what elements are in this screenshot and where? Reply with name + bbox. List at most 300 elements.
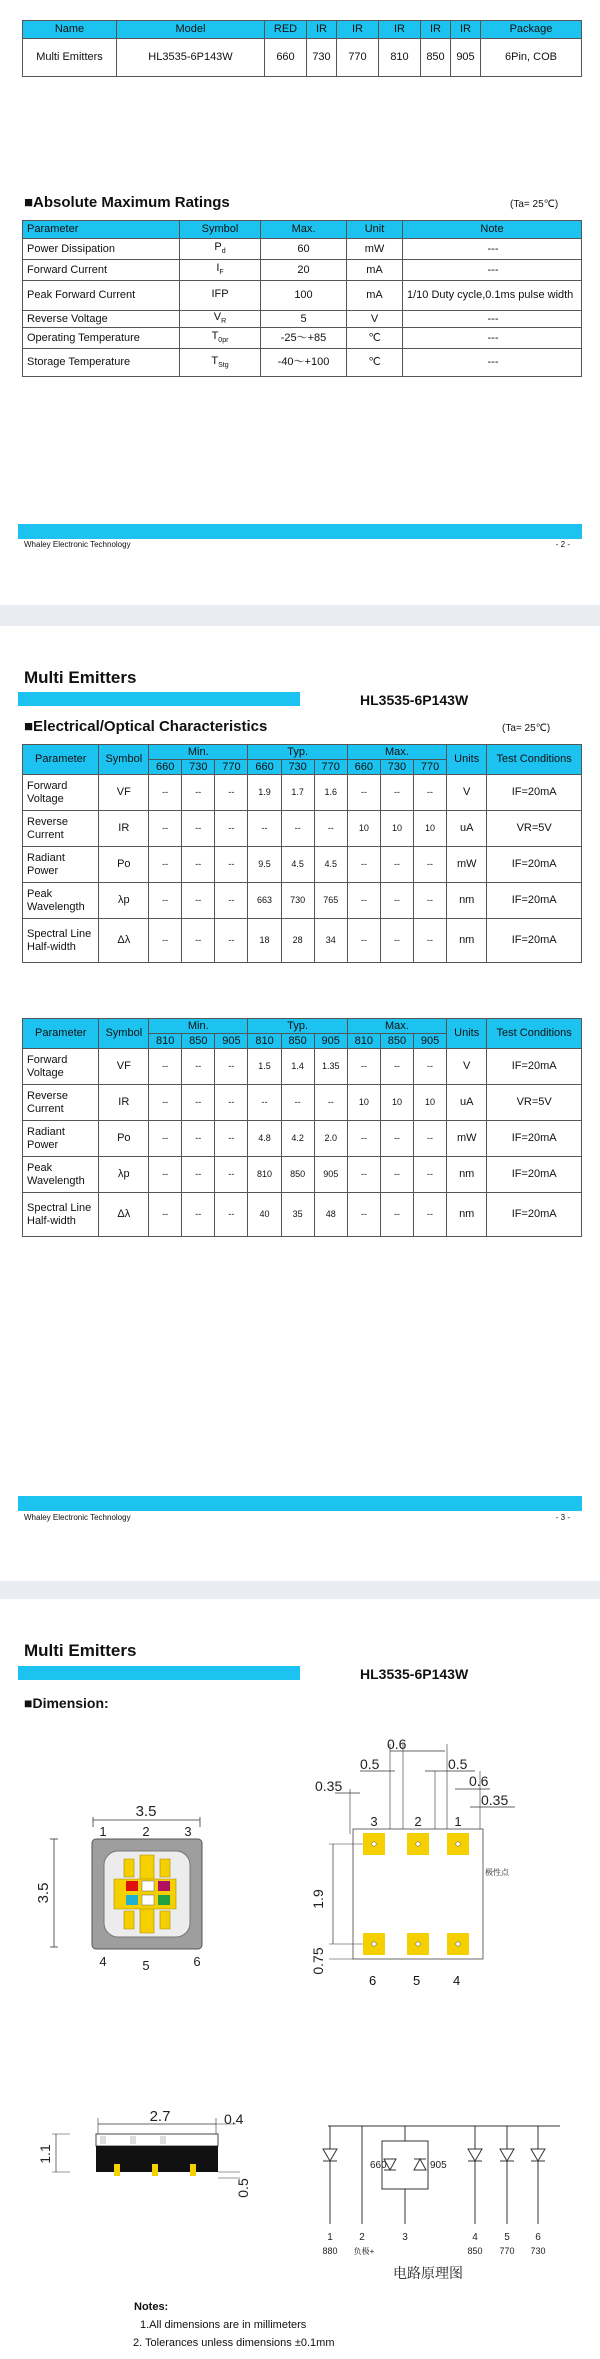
circuit-diagram bbox=[310, 2104, 570, 2284]
eo-max: -- bbox=[414, 919, 447, 963]
symbol-main: I bbox=[216, 262, 220, 275]
eo-cond: VR=5V bbox=[487, 1085, 582, 1121]
pin-label: 1 bbox=[454, 1814, 462, 1829]
eo-typ: 1.6 bbox=[314, 775, 347, 811]
eo-max: 10 bbox=[414, 811, 447, 847]
col-model: Model bbox=[117, 21, 265, 39]
eo-max: -- bbox=[414, 775, 447, 811]
pin-label: 5 bbox=[504, 2232, 510, 2243]
eo-cond: VR=5V bbox=[487, 811, 582, 847]
pin-label: 4 bbox=[453, 1973, 461, 1988]
dim-label: 0.4 bbox=[224, 2111, 244, 2127]
col-red: RED bbox=[265, 21, 307, 39]
amr-param: Forward Current bbox=[23, 260, 180, 281]
col-package: Package bbox=[481, 21, 582, 39]
amr-row bbox=[23, 239, 582, 260]
cell: HL3535-6P143W bbox=[117, 39, 265, 77]
symbol-main: P bbox=[214, 241, 222, 254]
amr-note: --- bbox=[403, 328, 582, 349]
eo-min: -- bbox=[215, 883, 248, 919]
eo-typ: 4.5 bbox=[281, 847, 314, 883]
eo-symbol: λp bbox=[99, 1157, 149, 1193]
cell: 6Pin, COB bbox=[481, 39, 582, 77]
page-number: - 3 - bbox=[555, 1513, 570, 1522]
amr-max: -25～+85 bbox=[261, 328, 347, 349]
page-gap bbox=[0, 605, 600, 626]
symbol-main: V bbox=[213, 311, 222, 324]
diode-label: 905 bbox=[430, 2160, 447, 2171]
pin-label: 6 bbox=[535, 2232, 541, 2243]
h-wavelength: 810 bbox=[149, 1034, 182, 1049]
eo-min: -- bbox=[149, 1157, 182, 1193]
eo-min: -- bbox=[149, 811, 182, 847]
notes-title: Notes: bbox=[134, 2301, 169, 2313]
front-view-drawing bbox=[35, 1799, 250, 1999]
eo-cond: IF=20mA bbox=[487, 1193, 582, 1237]
eo-min: -- bbox=[149, 1085, 182, 1121]
eo-param: Spectral Line Half-width bbox=[23, 919, 99, 963]
eo-max: 10 bbox=[347, 1085, 380, 1121]
page-gap bbox=[0, 1581, 600, 1599]
eo-symbol: IR bbox=[99, 1085, 149, 1121]
eo-typ: 1.35 bbox=[314, 1049, 347, 1085]
dim-width: 3.5 bbox=[135, 1803, 157, 1820]
h-wavelength: 905 bbox=[414, 1034, 447, 1049]
amr-table bbox=[22, 220, 582, 377]
h-max: Max. bbox=[347, 1019, 446, 1034]
cell: Multi Emitters bbox=[23, 39, 117, 77]
amr-max: 5 bbox=[261, 311, 347, 328]
h-test: Test Conditions bbox=[487, 1019, 582, 1049]
eo-max: -- bbox=[347, 883, 380, 919]
h-typ: Typ. bbox=[248, 745, 347, 760]
pin-label: 5 bbox=[413, 1973, 421, 1988]
eo-symbol: Po bbox=[99, 847, 149, 883]
eo-typ: 40 bbox=[248, 1193, 281, 1237]
eo-max: 10 bbox=[414, 1085, 447, 1121]
h-max: Max. bbox=[261, 221, 347, 239]
eo-row bbox=[23, 847, 582, 883]
circuit-caption: 电路原理图 bbox=[393, 2265, 463, 2281]
note-item: 1.All dimensions are in millimeters bbox=[140, 2319, 307, 2331]
eo-typ: 663 bbox=[248, 883, 281, 919]
eo-row bbox=[23, 1157, 582, 1193]
pin-label: 3 bbox=[184, 1824, 192, 1839]
eo-unit: nm bbox=[447, 1157, 487, 1193]
eo-title: ■Electrical/Optical Characteristics bbox=[24, 718, 268, 735]
eo-table-2 bbox=[22, 1018, 582, 1237]
eo-min: -- bbox=[182, 1157, 215, 1193]
page-2 bbox=[0, 0, 600, 605]
amr-row bbox=[23, 260, 582, 281]
eo-unit: mW bbox=[447, 847, 487, 883]
eo-typ: 765 bbox=[314, 883, 347, 919]
eo-min: -- bbox=[149, 883, 182, 919]
symbol-sub: Stg bbox=[218, 362, 229, 370]
eo-row bbox=[23, 1049, 582, 1085]
eo-typ: -- bbox=[248, 1085, 281, 1121]
dim-label: 2.7 bbox=[149, 2108, 171, 2125]
eo-param: Radiant Power bbox=[23, 847, 99, 883]
amr-unit: ℃ bbox=[347, 349, 403, 377]
eo-typ: 730 bbox=[281, 883, 314, 919]
cell: 660 bbox=[265, 39, 307, 77]
amr-row bbox=[23, 328, 582, 349]
pin-sub-label: 负极+ bbox=[353, 2247, 375, 2256]
h-wavelength: 905 bbox=[215, 1034, 248, 1049]
eo-max: -- bbox=[347, 847, 380, 883]
eo-cond: IF=20mA bbox=[487, 1049, 582, 1085]
amr-note: --- bbox=[403, 260, 582, 281]
eo-typ: 48 bbox=[314, 1193, 347, 1237]
amr-max: 20 bbox=[261, 260, 347, 281]
eo-max: -- bbox=[347, 775, 380, 811]
eo-unit: V bbox=[447, 1049, 487, 1085]
amr-param: Operating Temperature bbox=[23, 328, 180, 349]
dim-label: 0.5 bbox=[360, 1756, 380, 1772]
cell: 730 bbox=[307, 39, 337, 77]
eo-max: -- bbox=[380, 1193, 413, 1237]
eo-min: -- bbox=[215, 1157, 248, 1193]
eo-max: 10 bbox=[347, 811, 380, 847]
h-wavelength: 730 bbox=[380, 760, 413, 775]
dim-label: 0.5 bbox=[448, 1756, 468, 1772]
h-param: Parameter bbox=[23, 221, 180, 239]
note-item: 2. Tolerances unless dimensions ±0.1mm bbox=[133, 2337, 335, 2349]
dim-label: 0.75 bbox=[310, 1947, 326, 1975]
eo-min: -- bbox=[182, 847, 215, 883]
h-wavelength: 770 bbox=[414, 760, 447, 775]
eo-min: -- bbox=[215, 811, 248, 847]
eo-param: Reverse Current bbox=[23, 1085, 99, 1121]
pin-label: 1 bbox=[99, 1824, 107, 1839]
pin-label: 1 bbox=[327, 2232, 333, 2243]
h-wavelength: 660 bbox=[248, 760, 281, 775]
eo-max: -- bbox=[347, 1193, 380, 1237]
eo-min: -- bbox=[182, 883, 215, 919]
h-max: Max. bbox=[347, 745, 446, 760]
eo-max: 10 bbox=[380, 1085, 413, 1121]
heading-bar bbox=[18, 1666, 300, 1680]
h-wavelength: 660 bbox=[149, 760, 182, 775]
eo-typ: -- bbox=[248, 811, 281, 847]
h-units: Units bbox=[447, 745, 487, 775]
eo-min: -- bbox=[149, 775, 182, 811]
h-wavelength: 770 bbox=[314, 760, 347, 775]
eo-typ: 28 bbox=[281, 919, 314, 963]
eo-unit: uA bbox=[447, 811, 487, 847]
diode-label: 660 bbox=[370, 2160, 387, 2171]
eo-typ: 4.5 bbox=[314, 847, 347, 883]
eo-max: -- bbox=[414, 847, 447, 883]
eo-unit: mW bbox=[447, 1121, 487, 1157]
amr-title: ■Absolute Maximum Ratings bbox=[24, 194, 230, 211]
symbol-main: IFP bbox=[211, 287, 229, 300]
eo-symbol: Δλ bbox=[99, 1193, 149, 1237]
eo-typ: -- bbox=[281, 811, 314, 847]
model-number: HL3535-6P143W bbox=[360, 1666, 469, 1682]
pin-label: 3 bbox=[370, 1814, 378, 1829]
h-wavelength: 810 bbox=[347, 1034, 380, 1049]
eo-max: -- bbox=[380, 919, 413, 963]
eo-row bbox=[23, 1085, 582, 1121]
eo-max: -- bbox=[414, 1049, 447, 1085]
pin-sub-label: 850 bbox=[467, 2246, 483, 2256]
eo-min: -- bbox=[149, 919, 182, 963]
pin-label: 2 bbox=[142, 1824, 150, 1839]
eo-symbol: Δλ bbox=[99, 919, 149, 963]
eo-min: -- bbox=[182, 919, 215, 963]
eo-max: -- bbox=[347, 1157, 380, 1193]
eo-typ: 9.5 bbox=[248, 847, 281, 883]
amr-note: --- bbox=[403, 349, 582, 377]
eo-max: 10 bbox=[380, 811, 413, 847]
eo-cond: IF=20mA bbox=[487, 775, 582, 811]
eo-unit: nm bbox=[447, 919, 487, 963]
eo-min: -- bbox=[182, 811, 215, 847]
pin-label: 3 bbox=[402, 2232, 408, 2243]
eo-symbol: λp bbox=[99, 883, 149, 919]
eo-row bbox=[23, 1193, 582, 1237]
pin-sub-label: 730 bbox=[530, 2246, 546, 2256]
cell: 810 bbox=[379, 39, 421, 77]
pin-sub-label: 770 bbox=[499, 2246, 515, 2256]
symbol-main: T bbox=[211, 354, 219, 367]
amr-row bbox=[23, 349, 582, 377]
pin-label: 6 bbox=[193, 1954, 201, 1969]
h-wavelength: 850 bbox=[380, 1034, 413, 1049]
pin-sub-label: 880 bbox=[322, 2246, 338, 2256]
eo-typ: 1.7 bbox=[281, 775, 314, 811]
amr-unit: mA bbox=[347, 281, 403, 311]
amr-ta: (Ta= 25℃) bbox=[510, 199, 559, 210]
eo-unit: nm bbox=[447, 1193, 487, 1237]
pin-label: 2 bbox=[359, 2232, 365, 2243]
eo-row bbox=[23, 775, 582, 811]
amr-row bbox=[23, 311, 582, 328]
h-units: Units bbox=[447, 1019, 487, 1049]
model-number: HL3535-6P143W bbox=[360, 692, 469, 708]
amr-unit: ℃ bbox=[347, 328, 403, 349]
h-wavelength: 850 bbox=[281, 1034, 314, 1049]
amr-symbol bbox=[180, 260, 261, 281]
amr-symbol bbox=[180, 349, 261, 377]
eo-min: -- bbox=[182, 1121, 215, 1157]
eo-cond: IF=20mA bbox=[487, 847, 582, 883]
eo-param: Peak Wavelength bbox=[23, 883, 99, 919]
eo-min: -- bbox=[182, 1193, 215, 1237]
eo-typ: 905 bbox=[314, 1157, 347, 1193]
eo-max: -- bbox=[347, 919, 380, 963]
h-symbol: Symbol bbox=[99, 1019, 149, 1049]
eo-typ: 1.4 bbox=[281, 1049, 314, 1085]
eo-param: Peak Wavelength bbox=[23, 1157, 99, 1193]
h-wavelength: 730 bbox=[281, 760, 314, 775]
page-4 bbox=[0, 1599, 600, 2359]
heading-bar bbox=[18, 692, 300, 706]
symbol-sub: d bbox=[221, 248, 226, 256]
eo-max: -- bbox=[414, 1121, 447, 1157]
eo-max: -- bbox=[347, 1049, 380, 1085]
eo-typ: -- bbox=[314, 811, 347, 847]
dim-label: 1.9 bbox=[310, 1889, 326, 1909]
amr-symbol bbox=[180, 328, 261, 349]
h-symbol: Symbol bbox=[180, 221, 261, 239]
cell: 905 bbox=[451, 39, 481, 77]
eo-min: -- bbox=[182, 1049, 215, 1085]
h-symbol: Symbol bbox=[99, 745, 149, 775]
eo-row bbox=[23, 811, 582, 847]
eo-ta: (Ta= 25℃) bbox=[502, 723, 551, 734]
eo-min: -- bbox=[149, 1121, 182, 1157]
dim-label: 0.5 bbox=[235, 2178, 251, 2198]
symbol-sub: F bbox=[219, 269, 224, 277]
h-wavelength: 850 bbox=[182, 1034, 215, 1049]
page-heading: Multi Emitters bbox=[24, 668, 137, 687]
h-typ: Typ. bbox=[248, 1019, 347, 1034]
h-parameter: Parameter bbox=[23, 745, 99, 775]
eo-symbol: VF bbox=[99, 775, 149, 811]
pin-label: 5 bbox=[142, 1958, 150, 1973]
product-table bbox=[22, 20, 582, 77]
polarity-mark: 极性点 bbox=[485, 1868, 509, 1877]
dimension-title: ■Dimension: bbox=[24, 1695, 109, 1711]
amr-unit: V bbox=[347, 311, 403, 328]
footer-bar bbox=[18, 524, 582, 539]
amr-note: 1/10 Duty cycle,0.1ms pulse width bbox=[403, 281, 582, 311]
dim-label: 1.1 bbox=[37, 2144, 53, 2164]
dim-label: 0.6 bbox=[469, 1773, 489, 1789]
col-ir: IR bbox=[421, 21, 451, 39]
eo-min: -- bbox=[215, 1193, 248, 1237]
amr-note: --- bbox=[403, 311, 582, 328]
eo-max: -- bbox=[347, 1121, 380, 1157]
amr-symbol bbox=[180, 281, 261, 311]
h-wavelength: 770 bbox=[215, 760, 248, 775]
eo-unit: V bbox=[447, 775, 487, 811]
eo-cond: IF=20mA bbox=[487, 1121, 582, 1157]
cell: 850 bbox=[421, 39, 451, 77]
eo-cond: IF=20mA bbox=[487, 1157, 582, 1193]
eo-unit: nm bbox=[447, 883, 487, 919]
pin-label: 4 bbox=[472, 2232, 478, 2243]
pin-label: 2 bbox=[414, 1814, 422, 1829]
eo-max: -- bbox=[380, 1157, 413, 1193]
symbol-sub: 0pr bbox=[218, 337, 229, 345]
symbol-sub: R bbox=[221, 318, 227, 326]
h-parameter: Parameter bbox=[23, 1019, 99, 1049]
page-heading: Multi Emitters bbox=[24, 1641, 137, 1660]
h-wavelength: 905 bbox=[314, 1034, 347, 1049]
eo-cond: IF=20mA bbox=[487, 883, 582, 919]
amr-max: -40～+100 bbox=[261, 349, 347, 377]
dim-label: 0.6 bbox=[387, 1736, 407, 1752]
eo-row bbox=[23, 883, 582, 919]
eo-cond: IF=20mA bbox=[487, 919, 582, 963]
amr-param: Reverse Voltage bbox=[23, 311, 180, 328]
eo-min: -- bbox=[215, 919, 248, 963]
eo-typ: 1.5 bbox=[248, 1049, 281, 1085]
eo-typ: 1.9 bbox=[248, 775, 281, 811]
eo-typ: 2.0 bbox=[314, 1121, 347, 1157]
footer-company: Whaley Electronic Technology bbox=[24, 540, 131, 549]
eo-param: Forward Voltage bbox=[23, 775, 99, 811]
eo-min: -- bbox=[182, 1085, 215, 1121]
amr-max: 100 bbox=[261, 281, 347, 311]
eo-min: -- bbox=[149, 1193, 182, 1237]
eo-typ: -- bbox=[281, 1085, 314, 1121]
h-note: Note bbox=[403, 221, 582, 239]
col-ir: IR bbox=[307, 21, 337, 39]
back-view-drawing bbox=[305, 1729, 545, 1975]
eo-unit: uA bbox=[447, 1085, 487, 1121]
eo-typ: 4.2 bbox=[281, 1121, 314, 1157]
dim-label: 0.35 bbox=[315, 1778, 343, 1794]
eo-max: -- bbox=[414, 883, 447, 919]
eo-typ: 34 bbox=[314, 919, 347, 963]
amr-note: --- bbox=[403, 239, 582, 260]
eo-min: -- bbox=[215, 1085, 248, 1121]
eo-min: -- bbox=[149, 847, 182, 883]
eo-row bbox=[23, 919, 582, 963]
amr-param: Storage Temperature bbox=[23, 349, 180, 377]
h-unit: Unit bbox=[347, 221, 403, 239]
col-ir: IR bbox=[337, 21, 379, 39]
h-min: Min. bbox=[149, 1019, 248, 1034]
amr-symbol bbox=[180, 239, 261, 260]
cell: 770 bbox=[337, 39, 379, 77]
amr-param: Power Dissipation bbox=[23, 239, 180, 260]
h-wavelength: 730 bbox=[182, 760, 215, 775]
dim-height: 3.5 bbox=[35, 1882, 52, 1904]
eo-max: -- bbox=[380, 1049, 413, 1085]
eo-row bbox=[23, 1121, 582, 1157]
eo-typ: 810 bbox=[248, 1157, 281, 1193]
footer-bar bbox=[18, 1496, 582, 1511]
col-ir: IR bbox=[451, 21, 481, 39]
pin-label: 4 bbox=[99, 1954, 107, 1969]
eo-symbol: Po bbox=[99, 1121, 149, 1157]
col-name: Name bbox=[23, 21, 117, 39]
amr-symbol bbox=[180, 311, 261, 328]
eo-symbol: VF bbox=[99, 1049, 149, 1085]
eo-param: Reverse Current bbox=[23, 811, 99, 847]
amr-row bbox=[23, 281, 582, 311]
dim-label: 0.35 bbox=[481, 1792, 509, 1808]
eo-min: -- bbox=[215, 775, 248, 811]
eo-min: -- bbox=[215, 1049, 248, 1085]
eo-typ: 35 bbox=[281, 1193, 314, 1237]
eo-max: -- bbox=[380, 847, 413, 883]
page-number: - 2 - bbox=[555, 540, 570, 549]
h-min: Min. bbox=[149, 745, 248, 760]
eo-param: Forward Voltage bbox=[23, 1049, 99, 1085]
eo-min: -- bbox=[215, 847, 248, 883]
h-test: Test Conditions bbox=[487, 745, 582, 775]
eo-typ: 850 bbox=[281, 1157, 314, 1193]
eo-min: -- bbox=[215, 1121, 248, 1157]
page-3 bbox=[0, 626, 600, 1581]
eo-typ: 18 bbox=[248, 919, 281, 963]
amr-param: Peak Forward Current bbox=[23, 281, 180, 311]
h-wavelength: 810 bbox=[248, 1034, 281, 1049]
eo-min: -- bbox=[149, 1049, 182, 1085]
amr-unit: mW bbox=[347, 239, 403, 260]
eo-max: -- bbox=[414, 1193, 447, 1237]
amr-unit: mA bbox=[347, 260, 403, 281]
h-wavelength: 660 bbox=[347, 760, 380, 775]
pin-label: 6 bbox=[369, 1973, 377, 1988]
